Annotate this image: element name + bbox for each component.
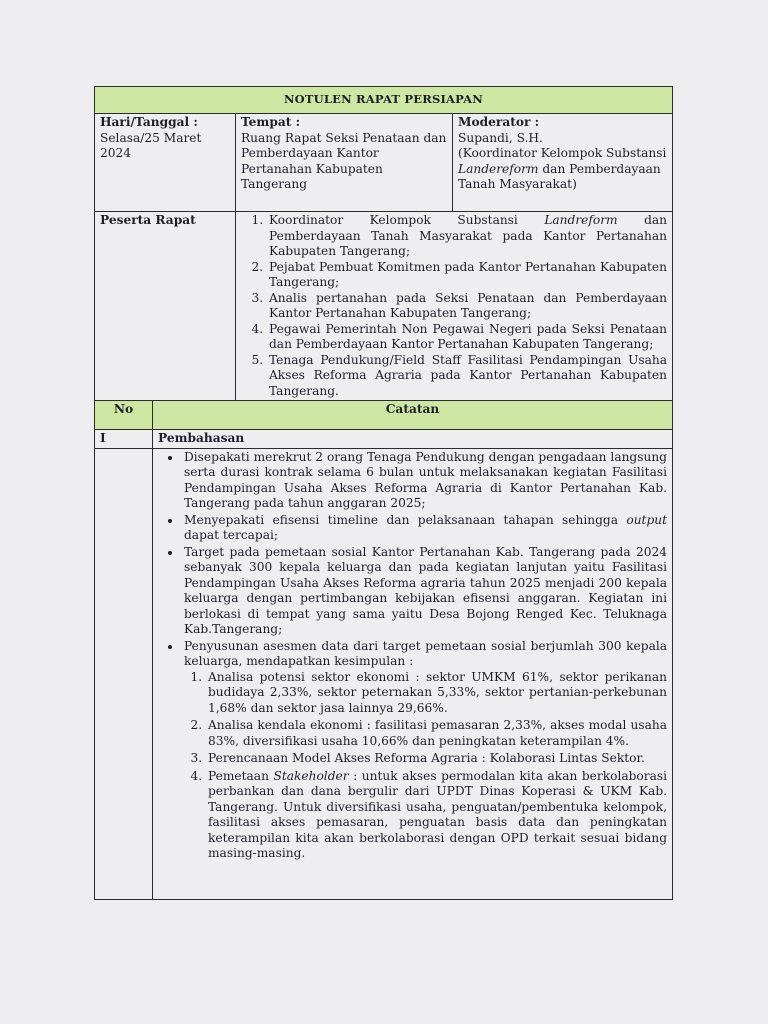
place-value: Ruang Rapat Seksi Penataan dan Pemberdayaan Kantor Pertanahan Kabupaten Tangerang [241,130,447,191]
moderator-label: Moderator : [458,115,540,129]
participants-list-cell [236,212,673,401]
participants-label: Peserta Rapat [100,213,196,227]
minutes-table [94,86,673,900]
moderator-role: (Koordinator Kelompok Substansi Landereform dan Pemberdayaan Tanah Masyarakat) [458,146,667,191]
participants-row [95,212,673,401]
moderator-cell [453,114,673,212]
participants-list [241,213,667,399]
meeting-info-row [95,114,673,212]
discussion-item: • Penyusunan asesmen data dari target pemetaan sosial berjumlah 300 kepala keluarga, mendapatkan kesimpulan : 1. Analisa potensi sektor ekonomi : sektor UMKM 61%, sektor perikanan budidaya 2,33%, sektor peternakan 5,33%, sektor pertanian-perkebunan 1,68% dan sektor jasa lainnya 29,66%. 2. Analisa kendala ekonomi : fasilitasi pemasaran 2,33%, akses modal usaha 83%, diversifikasi usaha 10,66% dan peningkatan keterampilan 4%. 3. Perencanaan Model Akses Reforma Agraria : Kolaborasi Lintas Sektor. 4. Pemetaan Stakeholder : untuk akses permodalan kita akan berkolaborasi perbankan dan dana bergulir dari UPDT Dinas Koperasi & UKM Kab. Tangerang. Untuk diversifikasi usaha, penguatan/pembentuka kelompok, fasilitasi akses pemasaran, penguatan basis data dan peningkatan keterampilan kita akan berkolaborasi dengan OPD terkait sesuai bidang masing-masing. [182,639,667,862]
place-label: Tempat : [241,115,301,129]
discussion-item: • Target pada pemetaan sosial Kantor Pertanahan Kab. Tangerang pada 2024 sebanyak 300 kepala keluarga dan pada kegiatan lanjutan yaitu Fasilitasi Pendampingan Usaha Akses Reforma agraria tahun 2025 menjadi 200 kepala keluarga dengan pertimbangan kebijakan efisensi anggaran. Kegiatan ini berlokasi di tempat yang sama yaitu Desa Bojong Renged Kec. Teluknaga Kab.Tangerang; [182,545,667,638]
column-header-no: No [95,401,153,430]
discussion-item: • Menyepakati efisensi timeline dan pelaksanaan tahapan sehingga output dapat tercapai; [182,513,667,544]
section-number-blank [95,448,153,899]
moderator-name: Supandi, S.H. [458,130,543,145]
participant-item: 1. Koordinator Kelompok Substansi Landreform dan Pemberdayaan Tanah Masyarakat pada Kantor Pertanahan Kabupaten Tangerang; [267,213,667,260]
document-title: NOTULEN RAPAT PERSIAPAN [95,87,673,114]
conclusion-item: 2. Analisa kendala ekonomi : fasilitasi pemasaran 2,33%, akses modal usaha 83%, diversifikasi usaha 10,66% dan peningkatan keterampilan 4%. [206,718,667,749]
conclusion-list [184,670,667,862]
discussion-item: • Disepakati merekrut 2 orang Tenaga Pendukung dengan pengadaan langsung serta durasi kontrak selama 6 bulan untuk melaksanakan kegiatan Fasilitasi Pendampingan Usaha Akses Reforma Agraria di Kantor Pertanahan Kab. Tangerang pada tahun anggaran 2025; [182,450,667,512]
participant-item: 5. Tenaga Pendukung/Field Staff Fasilitasi Pendampingan Usaha Akses Reforma Agraria pada Kantor Pertanahan Kabupaten Tangerang. [267,353,667,400]
column-header-row [95,401,673,430]
date-value: Selasa/25 Maret 2024 [100,130,202,160]
column-header-notes: Catatan [153,401,673,430]
conclusion-item: 3. Perencanaan Model Akses Reforma Agraria : Kolaborasi Lintas Sektor. [206,751,667,767]
section-body-row [95,448,673,899]
section-number: I [95,430,153,449]
participant-item: 4. Pegawai Pemerintah Non Pegawai Negeri pada Seksi Penataan dan Pemberdayaan Kantor Pertanahan Kabupaten Tangerang; [267,322,667,353]
title-row [95,87,673,114]
place-cell [236,114,453,212]
discussion-list [158,450,667,862]
conclusion-item: 4. Pemetaan Stakeholder : untuk akses permodalan kita akan berkolaborasi perbankan dan dana bergulir dari UPDT Dinas Koperasi & UKM Kab. Tangerang. Untuk diversifikasi usaha, penguatan/pembentuka kelompok, fasilitasi akses pemasaran, penguatan basis data dan peningkatan keterampilan kita akan berkolaborasi dengan OPD terkait sesuai bidang masing-masing. [206,769,667,862]
conclusion-item: 1. Analisa potensi sektor ekonomi : sektor UMKM 61%, sektor perikanan budidaya 2,33%, sektor peternakan 5,33%, sektor pertanian-perkebunan 1,68% dan sektor jasa lainnya 29,66%. [206,670,667,717]
section-title-row [95,430,673,449]
participants-label-cell [95,212,236,401]
participant-item: 2. Pejabat Pembuat Komitmen pada Kantor Pertanahan Kabupaten Tangerang; [267,260,667,291]
date-label: Hari/Tanggal : [100,115,198,129]
date-cell [95,114,236,212]
participant-item: 3. Analis pertanahan pada Seksi Penataan dan Pemberdayaan Kantor Pertanahan Kabupaten Tangerang; [267,291,667,322]
section-title: Pembahasan [153,430,673,449]
discussion-notes [153,448,673,899]
